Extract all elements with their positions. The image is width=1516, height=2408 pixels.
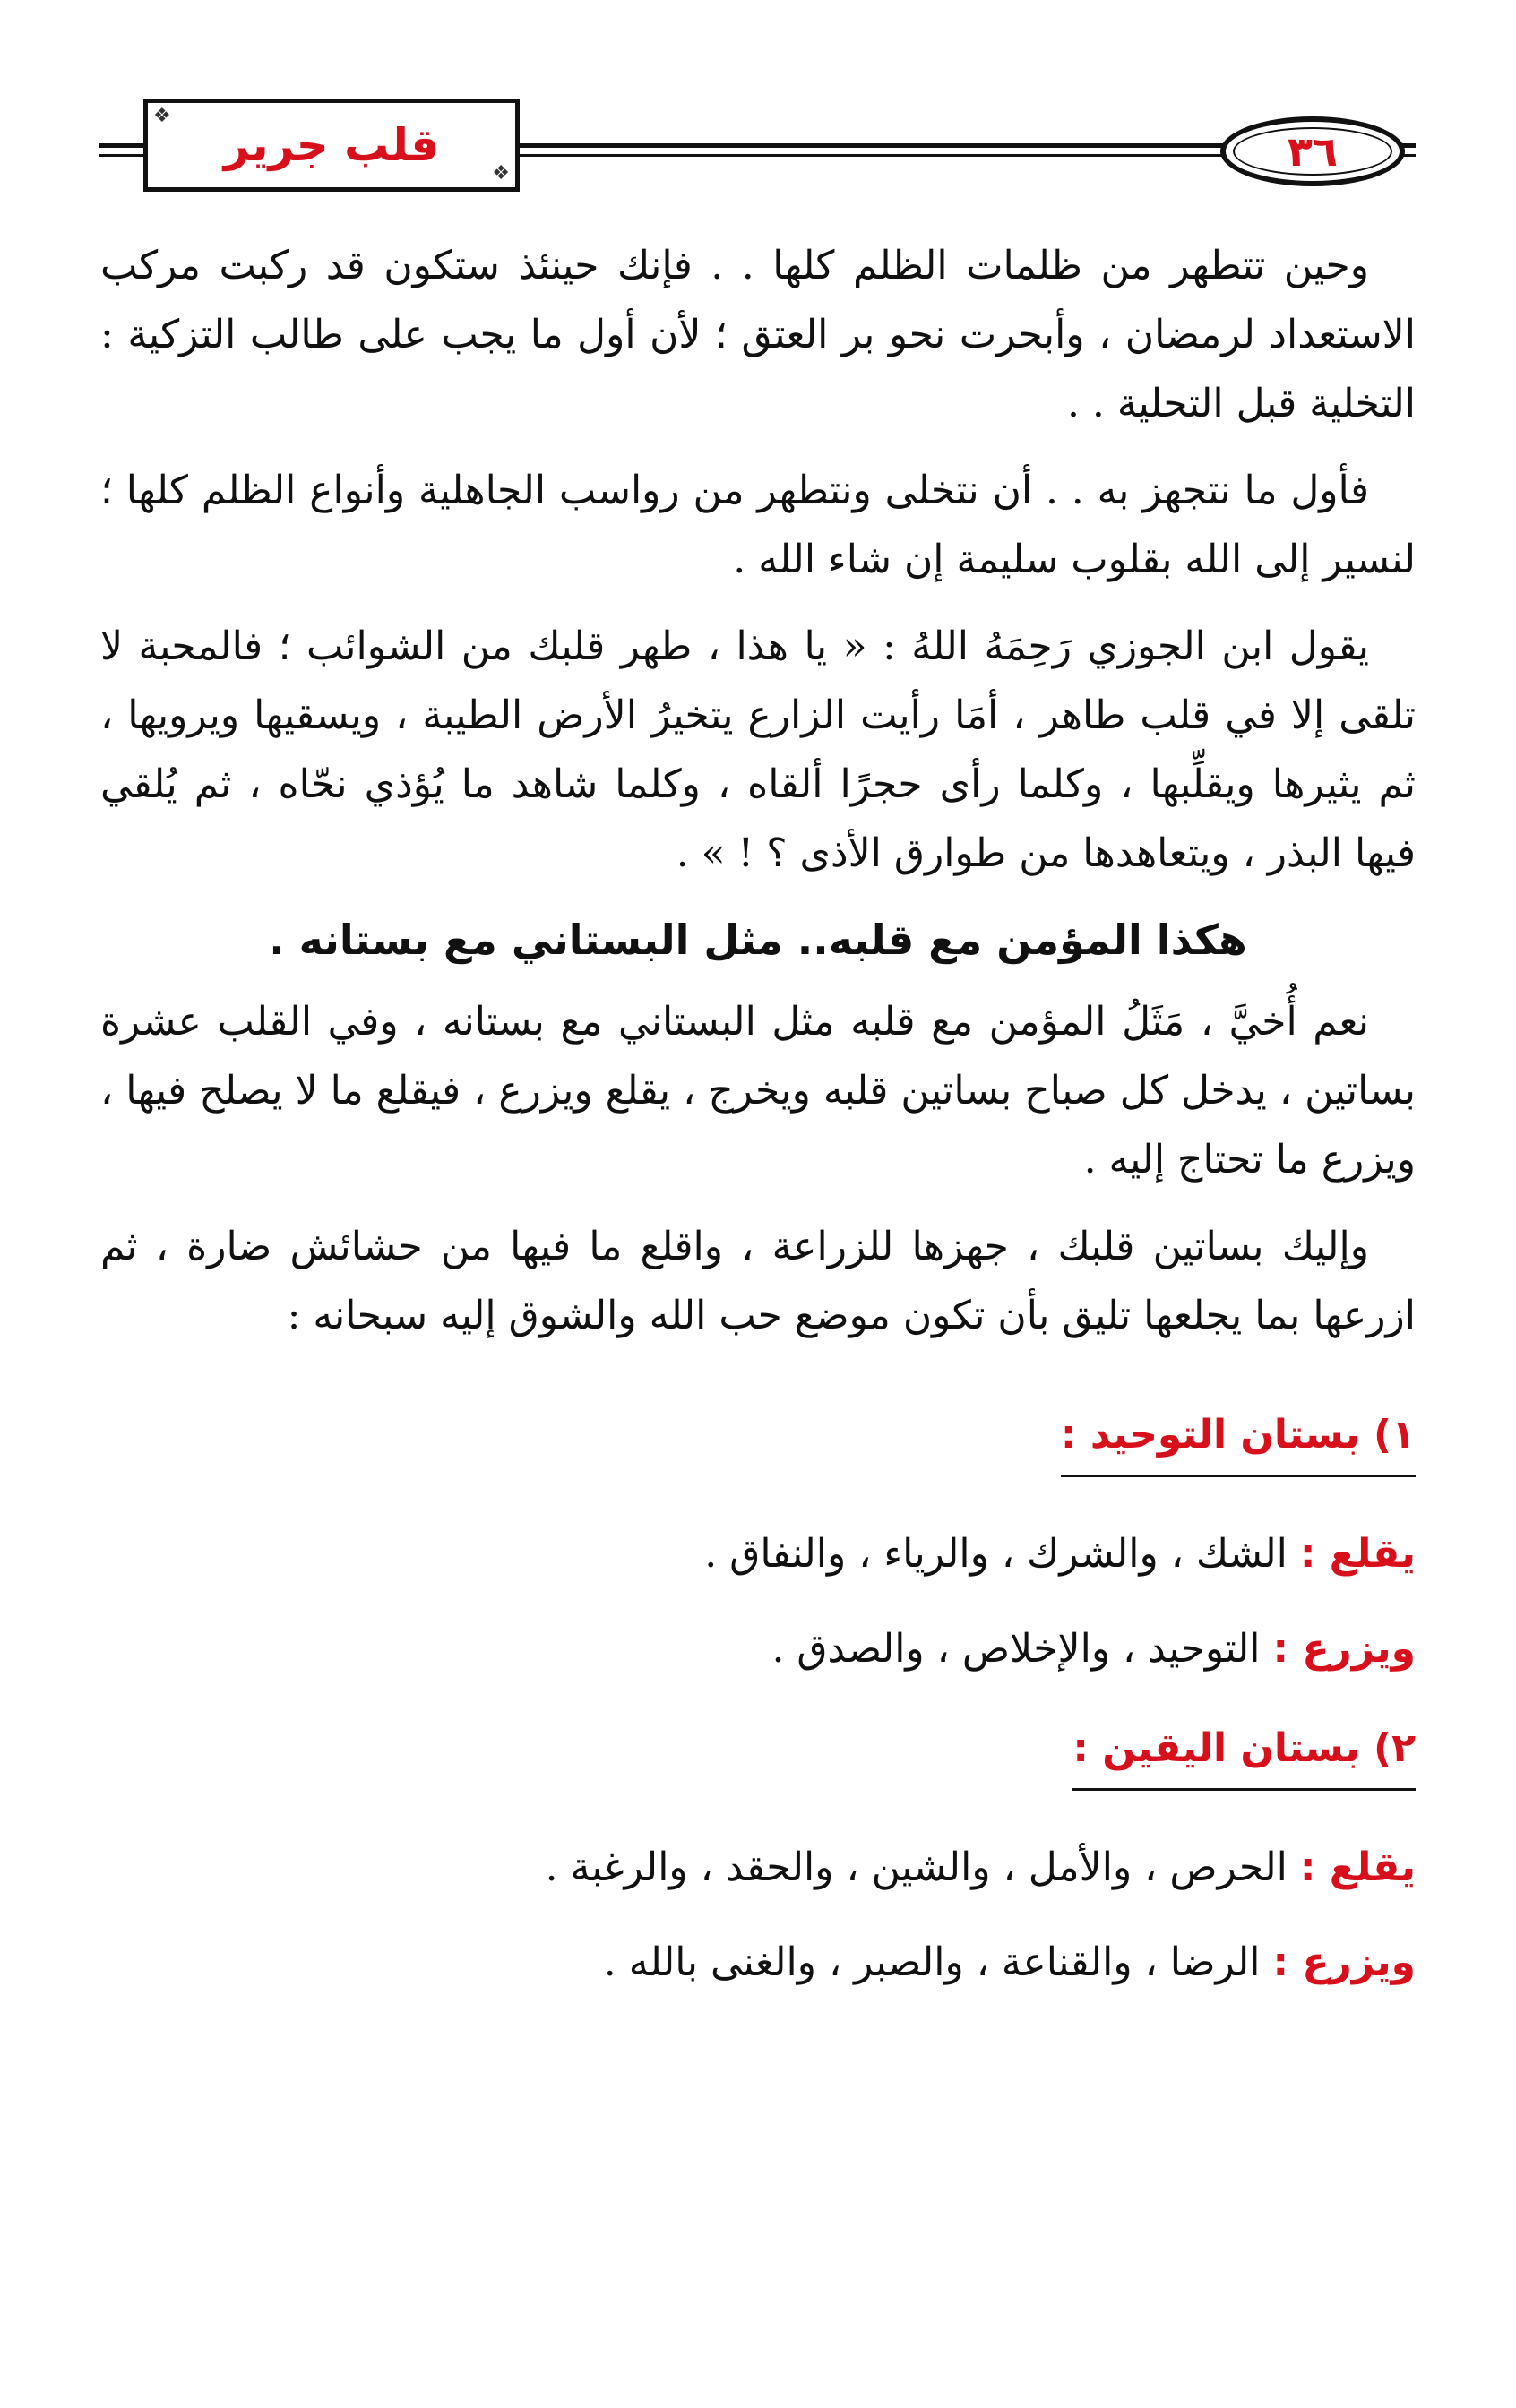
book-title: قلب جرير [223, 119, 440, 171]
ornament-icon: ❖ [153, 105, 171, 127]
remove-item [100, 1518, 1416, 1590]
section-tawhid [100, 1368, 1416, 1685]
page-body [100, 231, 1416, 2022]
paragraph: وإليك بساتين قلبك ، جهزها للزراعة ، واقلع ما فيها من حشائش ضارة ، ثم ازرعها بما يجلعها تليق بأن تكون موضع حب الله والشوق إليه سبحانه : [100, 1224, 1416, 1338]
plant-text: التوحيد ، والإخلاص ، والصدق . [771, 1626, 1261, 1672]
plant-item [100, 1613, 1416, 1685]
remove-text: الشك ، والشرك ، والرياء ، والنفاق . [704, 1531, 1288, 1577]
paragraph: فأول ما نتجهز به . . أن نتخلى ونتطهر من رواسب الجاهلية وأنواع الظلم كلها ؛ لنسير إلى الله بقلوب سليمة إن شاء الله . [100, 468, 1416, 582]
plant-item [100, 1927, 1416, 1999]
page-number-oval [1220, 116, 1405, 186]
section-yaqeen [100, 1708, 1416, 1999]
ornament-icon: ❖ [492, 162, 510, 185]
plant-text: الرضا ، والقناعة ، والصبر ، والغنى بالله . [603, 1939, 1261, 1985]
section-title: ٢) بستان اليقين : [1072, 1714, 1416, 1791]
paragraph: وحين تتطهر من ظلمات الظلم كلها . . فإنك حينئذ ستكون قد ركبت مركب الاستعداد لرمضان ، وأبحرت نحو بر العتق ؛ لأن أول ما يجب على طالب التزكية : التخلية قبل التحلية . . [100, 243, 1417, 426]
plant-label: ويزرع : [1272, 1939, 1416, 1985]
page-number: ٣٦ [1287, 127, 1339, 176]
page-header [0, 0, 1516, 215]
paragraph-quote: يقول ابن الجوزي رَحِمَهُ اللهُ : « يا هذا ، طهر قلبك من الشوائب ؛ فالمحبة لا تلقى إلا في قلب طاهر ، أمَا رأيت الزارع يتخيرُ الأرض الطيبة ، ويسقيها ويرويها ، ثم يثيرها ويقلِّبها ، وكلما رأى حجرًا ألقاه ، وكلما شاهد ما يُؤذي نحّاه ، ثم يُلقي فيها البذر ، ويتعاهدها من طوارق الأذى ؟ ! » . [100, 624, 1416, 876]
paragraph: نعم أُخيَّ ، مَثَلُ المؤمن مع قلبه مثل البستاني مع بستانه ، وفي القلب عشرة بساتين ، يدخل كل صباح بساتين قلبه ويخرج ، يقلع ويزرع ، فيقلع ما لا يصلح فيها ، ويزرع ما تحتاج إليه . [100, 999, 1416, 1182]
remove-text: الحرص ، والأمل ، والشين ، والحقد ، والرغبة . [545, 1845, 1288, 1890]
book-title-box [143, 99, 520, 192]
remove-item [100, 1832, 1416, 1904]
section-title: ١) بستان التوحيد : [1061, 1400, 1416, 1477]
plant-label: ويزرع : [1272, 1626, 1416, 1672]
subheading: هكذا المؤمن مع قلبه.. مثل البستاني مع بستانه . [269, 916, 1247, 964]
remove-label: يقلع : [1299, 1845, 1416, 1890]
remove-label: يقلع : [1299, 1531, 1416, 1577]
